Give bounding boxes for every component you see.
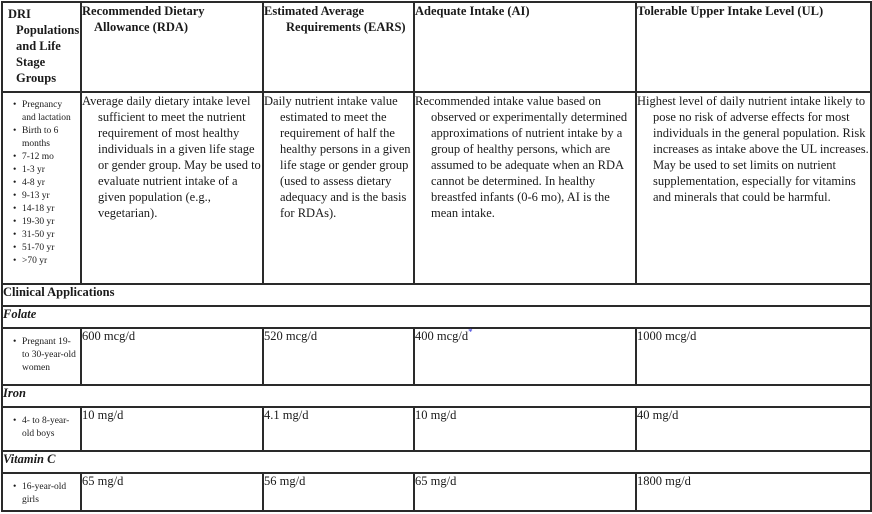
ai-definition-text: Recommended intake value based on observed or experimentally determined approximations of nutrient intake by a group of healthy persons, which are assumed to be adequate when an RDA cannot be determined. In healthy breastfed infants (0-6 mo), AI is the mean intake. xyxy=(415,94,628,220)
population-cell xyxy=(2,328,81,385)
ear-value: 520 mcg/d xyxy=(263,328,414,385)
life-stage-group: • 19-30 yr xyxy=(13,216,78,229)
life-stage-group: • Pregnancy and lactation xyxy=(13,99,78,125)
ul-value: 1000 mcg/d xyxy=(636,328,871,385)
ear-definition-text: Daily nutrient intake value estimated to meet the requirement of half the healthy persons in a given life stage or gender group (used to assess dietary adequacy and is the basis for RDAs). xyxy=(264,94,411,220)
table-row xyxy=(2,407,871,451)
header-rda-text: Recommended Dietary Allowance (RDA) xyxy=(82,4,205,34)
life-stage-group: • >70 yr xyxy=(13,255,78,268)
footnote-link[interactable]: * xyxy=(468,326,473,337)
ear-value: 4.1 mg/d xyxy=(263,407,414,451)
section-row xyxy=(2,284,871,306)
table-row xyxy=(2,328,871,385)
header-ear xyxy=(263,2,414,92)
life-stage-group: • Birth to 6 months xyxy=(13,125,78,151)
life-stage-group: • 9-13 yr xyxy=(13,190,78,203)
header-populations-line1: DRI xyxy=(8,7,31,21)
life-stage-group: • 7-12 mo xyxy=(13,151,78,164)
ul-definition-text: Highest level of daily nutrient intake likely to pose no risk of adverse effects for most individuals in the general population. Risk increases as intake above the UL increases. May be used to set limits on nutrient supplementation, especially for vitamins and minerals that could be harmful. xyxy=(637,94,869,204)
rda-value: 600 mcg/d xyxy=(81,328,263,385)
life-stage-group: • 31-50 yr xyxy=(13,229,78,242)
population-item: • 16-year-old girls xyxy=(13,481,78,507)
life-stage-groups-list xyxy=(3,93,80,268)
rda-definition xyxy=(81,92,263,284)
ul-value: 1800 mg/d xyxy=(636,473,871,511)
nutrient-heading-row xyxy=(2,451,871,473)
header-ul xyxy=(636,2,871,92)
rda-definition-text: Average daily dietary intake level sufficient to meet the nutrient requirement of most healthy individuals in a given life stage or gender group. May be used to evaluate nutrient intake of a given population (e.g., vegetarian). xyxy=(82,94,261,220)
nutrient-heading-row xyxy=(2,385,871,407)
population-cell xyxy=(2,473,81,511)
population-item: • Pregnant 19- to 30-year-old women xyxy=(13,336,78,375)
ai-value: 65 mg/d xyxy=(414,473,636,511)
header-populations xyxy=(2,2,81,92)
header-rda xyxy=(81,2,263,92)
header-populations-rest: Populations and Life Stage Groups xyxy=(16,23,80,85)
ai-value-cell xyxy=(414,328,636,385)
header-ai xyxy=(414,2,636,92)
nutrient-heading-row xyxy=(2,306,871,328)
ul-value: 40 mg/d xyxy=(636,407,871,451)
table-row xyxy=(2,473,871,511)
header-ai-text: Adequate Intake (AI) xyxy=(415,4,530,18)
population-cell xyxy=(2,407,81,451)
header-ul-text: Tolerable Upper Intake Level (UL) xyxy=(637,4,824,18)
life-stage-group: • 4-8 yr xyxy=(13,177,78,190)
definitions-row xyxy=(2,92,871,284)
header-row xyxy=(2,2,871,92)
header-ear-text: Estimated Average Requirements (EARS) xyxy=(264,4,406,34)
life-stage-group: • 51-70 yr xyxy=(13,242,78,255)
life-stage-groups-cell xyxy=(2,92,81,284)
ai-definition xyxy=(414,92,636,284)
nutrient-name-folate: Folate xyxy=(2,306,871,328)
dri-table xyxy=(1,1,872,512)
nutrient-name-vitamin-c: Vitamin C xyxy=(2,451,871,473)
nutrient-name-iron: Iron xyxy=(2,385,871,407)
ul-definition xyxy=(636,92,871,284)
life-stage-group: • 1-3 yr xyxy=(13,164,78,177)
life-stage-group: • 14-18 yr xyxy=(13,203,78,216)
ai-value: 400 mcg/d xyxy=(415,329,469,343)
ear-definition xyxy=(263,92,414,284)
section-title: Clinical Applications xyxy=(2,284,871,306)
population-item: • 4- to 8-year-old boys xyxy=(13,415,78,441)
rda-value: 10 mg/d xyxy=(81,407,263,451)
rda-value: 65 mg/d xyxy=(81,473,263,511)
ear-value: 56 mg/d xyxy=(263,473,414,511)
ai-value: 10 mg/d xyxy=(414,407,636,451)
